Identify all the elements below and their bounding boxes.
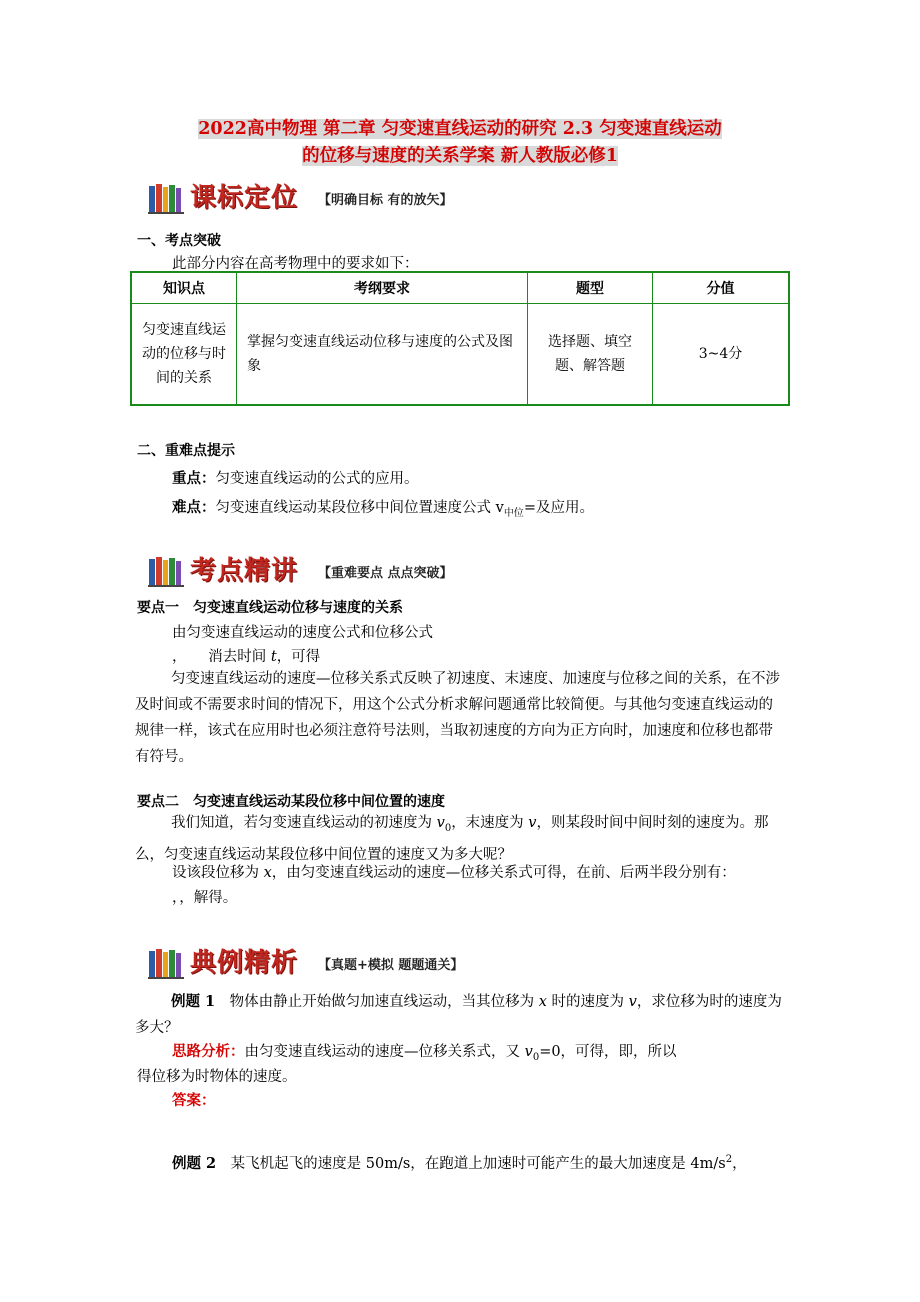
subscript-0: 0: [532, 1051, 540, 1063]
title-line-1: 2022高中物理 第二章 匀变速直线运动的研究 2.3 匀变速直线运动: [198, 119, 722, 139]
example-2-label: 例题 2: [172, 1155, 217, 1172]
point-1-line-2-text: ， 消去时间: [172, 649, 271, 665]
key-label: 重点：: [172, 470, 216, 487]
analysis-label: 思路分析：: [172, 1043, 245, 1060]
table-row: [131, 304, 789, 406]
point-1-line-2-tail: ，可得: [276, 649, 321, 665]
section-heading-2: 二、重难点提示: [137, 443, 235, 459]
difficult-point: [172, 496, 594, 519]
table-cell: 选择题、填空题、解答题: [528, 304, 653, 406]
example-1-text-b: 时的速度为: [546, 994, 629, 1010]
difficult-label: 难点：: [172, 499, 216, 516]
requirements-table: [130, 271, 790, 406]
point-1-paragraph: 匀变速直线运动的速度—位移关系式反映了初速度、末速度、加速度与位移之间的关系，在不涉及时间或不需要求时间的情况下，用这个公式分析求解问题通常比较简便。与其他匀变速直线运动的规律一样，该式在应用时也必须注意符号法则，当取初速度的方向为正方向时，加速度和位移也都带有符号。: [135, 671, 780, 765]
example-2-text: 某飞机起飞的速度是 50m/s，在跑道上加速时可能产生的最大加速度是 4m/s: [216, 1156, 726, 1172]
banner-tag: 【重难要点 点点突破】: [318, 566, 453, 581]
point-1-line-2: [172, 645, 320, 666]
document-title: [120, 116, 800, 170]
table-header: 知识点: [131, 272, 237, 304]
books-icon: [148, 947, 186, 979]
analysis-text-b: =0，可得，即，所以: [539, 1044, 677, 1060]
key-point: [172, 467, 419, 488]
example-2-question: [172, 1152, 747, 1173]
p1-text: 我们知道，若匀变速直线运动的初速度为: [171, 815, 437, 831]
section-intro: 此部分内容在高考物理中的要求如下：: [172, 256, 419, 272]
table-cell: 3~4分: [653, 304, 790, 406]
banner-word: 考点精讲: [190, 556, 299, 586]
point-1-line-1: 由匀变速直线运动的速度公式和位移公式: [172, 625, 433, 641]
key-text: 匀变速直线运动的公式的应用。: [215, 471, 419, 487]
p1-text-c: ，则某段时间中间时刻的速度为。那么，匀变速直线运动某段位移中间位置的速度又为多大呢？: [135, 815, 769, 863]
variable-x: x: [263, 865, 272, 881]
table-header-row: [131, 272, 789, 304]
superscript-2: 2: [725, 1154, 733, 1166]
variable-v0: v: [524, 1044, 533, 1060]
p1-text-b: ，末速度为: [451, 815, 529, 831]
table-header: 题型: [528, 272, 653, 304]
table-cell: 掌握匀变速直线运动位移与速度的公式及图象: [237, 304, 528, 406]
variable-v: v: [528, 815, 537, 831]
banner-course-goals: [148, 180, 508, 216]
banner-tag: 【明确目标 有的放矢】: [318, 193, 453, 208]
example-2-tail: ，: [732, 1156, 747, 1172]
table-cell: 匀变速直线运动的位移与时间的关系: [131, 304, 237, 406]
subscript-0: 0: [444, 822, 452, 834]
example-1-text-c: ，求位移为时的速度为多大？: [135, 994, 782, 1036]
point-2-paragraph-1: [135, 810, 785, 868]
example-1-analysis-continued: 得位移为时物体的速度。: [137, 1069, 297, 1085]
variable-t: t: [270, 649, 277, 665]
title-line-2: 的位移与速度的关系学案 新人教版必修1: [302, 146, 618, 166]
banner-word: 典例精析: [190, 948, 299, 978]
analysis-text: 由匀变速直线运动的速度—位移关系式，又: [244, 1044, 525, 1060]
difficult-text-tail: =及应用。: [523, 500, 594, 516]
banner-examples: [148, 945, 508, 981]
example-1-label: 例题 1: [171, 993, 216, 1010]
point-1-heading: 要点一 匀变速直线运动位移与速度的关系: [137, 600, 403, 616]
point-2-paragraph-2: [172, 861, 792, 882]
example-1-text: 物体由静止开始做匀加速直线运动，当其位移为: [215, 994, 539, 1010]
banner-word: 课标定位: [190, 183, 299, 213]
example-1-question: [135, 989, 785, 1041]
banner-tag: 【真题+模拟 题题通关】: [318, 958, 464, 973]
difficult-text: 匀变速直线运动某段位移中间位置速度公式 v: [215, 500, 504, 516]
books-icon: [148, 182, 186, 214]
point-2-paragraph-3: ，，解得。: [172, 890, 238, 906]
variable-v: v: [628, 994, 637, 1010]
point-2-heading: 要点二 匀变速直线运动某段位移中间位置的速度: [137, 794, 445, 810]
section-heading-1: 一、考点突破: [137, 233, 221, 249]
table-header: 考纲要求: [237, 272, 528, 304]
answer-label: 答案：: [172, 1092, 216, 1109]
banner-key-points: [148, 553, 508, 589]
p2-text: 设该段位移为: [172, 865, 264, 881]
books-icon: [148, 555, 186, 587]
p2-text-b: ，由匀变速直线运动的速度—位移关系式可得，在前、后两半段分别有：: [271, 865, 736, 881]
variable-v0: v: [436, 815, 445, 831]
example-1-analysis: [172, 1040, 677, 1063]
variable-x: x: [538, 994, 547, 1010]
table-header: 分值: [653, 272, 790, 304]
difficult-subscript: 中位: [503, 507, 524, 519]
